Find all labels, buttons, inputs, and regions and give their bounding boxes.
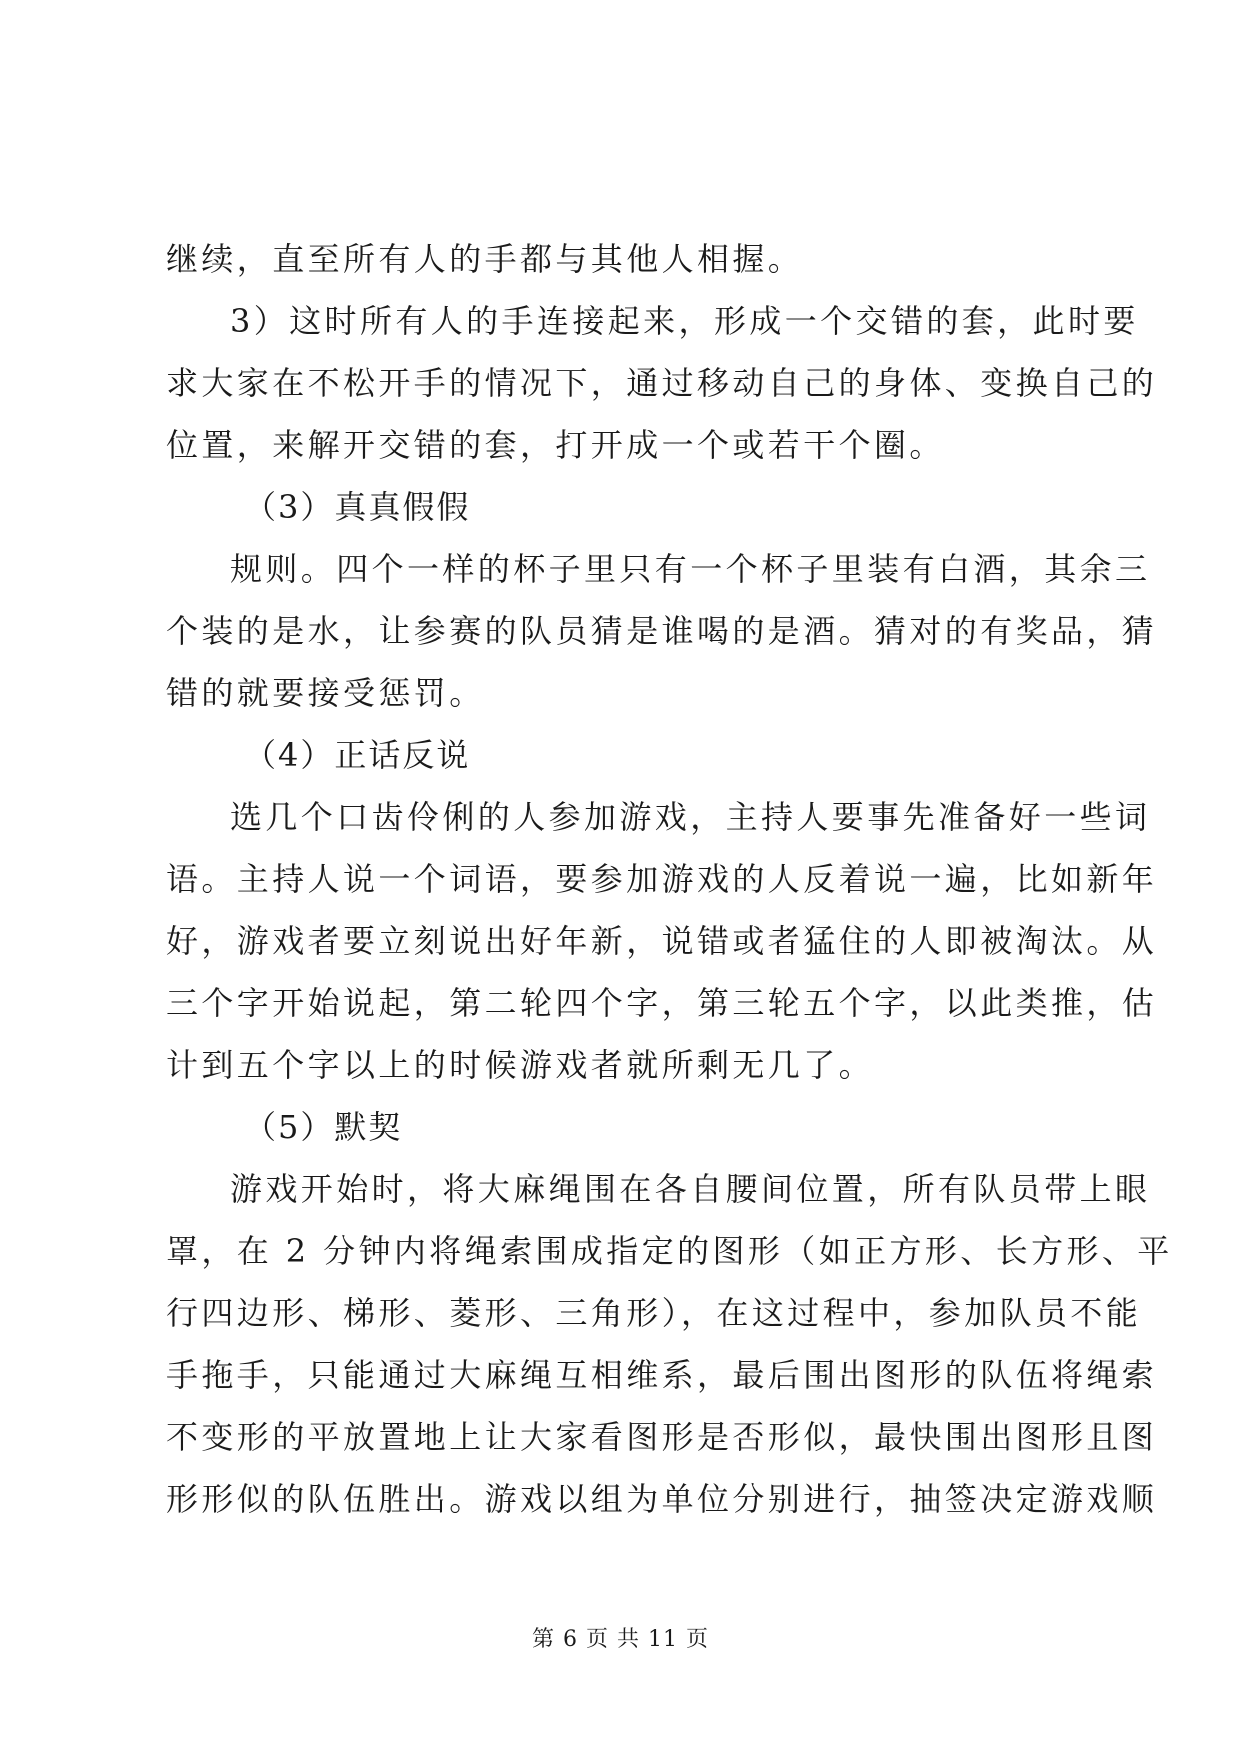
section-heading: （4）正话反说 <box>244 736 471 774</box>
paragraph-start-line: 选几个口齿伶俐的人参加游戏，主持人要事先准备好一些词 <box>230 798 1151 836</box>
section-heading: （5）默契 <box>244 1108 403 1146</box>
paragraph-start-line: 3）这时所有人的手连接起来，形成一个交错的套，此时要 <box>230 302 1139 340</box>
text-line: 不变形的平放置地上让大家看图形是否形似，最快围出图形且图 <box>166 1418 1158 1456</box>
text-line: 形形似的队伍胜出。游戏以组为单位分别进行，抽签决定游戏顺 <box>166 1480 1158 1518</box>
text-line: 错的就要接受惩罚。 <box>166 674 485 712</box>
text-line: 位置，来解开交错的套，打开成一个或若干个圈。 <box>166 426 945 464</box>
paragraph-start-line: 游戏开始时，将大麻绳围在各自腰间位置，所有队员带上眼 <box>230 1170 1151 1208</box>
text-line: 继续，直至所有人的手都与其他人相握。 <box>166 240 804 278</box>
section-heading: （3）真真假假 <box>244 488 471 526</box>
text-line: 个装的是水，让参赛的队员猜是谁喝的是酒。猜对的有奖品，猜 <box>166 612 1158 650</box>
text-line: 计到五个字以上的时候游戏者就所剩无几了。 <box>166 1046 875 1084</box>
paragraph-start-line: 规则。四个一样的杯子里只有一个杯子里装有白酒，其余三 <box>230 550 1151 588</box>
text-line: 罩，在 2 分钟内将绳索围成指定的图形（如正方形、长方形、平 <box>166 1232 1173 1270</box>
text-line: 语。主持人说一个词语，要参加游戏的人反着说一遍，比如新年 <box>166 860 1158 898</box>
document-body <box>166 228 1173 1530</box>
text-line: 求大家在不松开手的情况下，通过移动自己的身体、变换自己的 <box>166 364 1158 402</box>
text-line: 手拖手，只能通过大麻绳互相维系，最后围出图形的队伍将绳索 <box>166 1356 1158 1394</box>
text-line: 好，游戏者要立刻说出好年新，说错或者猛住的人即被淘汰。从 <box>166 922 1158 960</box>
page-number-footer: 第 6 页 共 11 页 <box>532 1627 709 1652</box>
text-line: 行四边形、梯形、菱形、三角形），在这过程中，参加队员不能 <box>166 1294 1142 1332</box>
text-line: 三个字开始说起，第二轮四个字，第三轮五个字，以此类推，估 <box>166 984 1158 1022</box>
